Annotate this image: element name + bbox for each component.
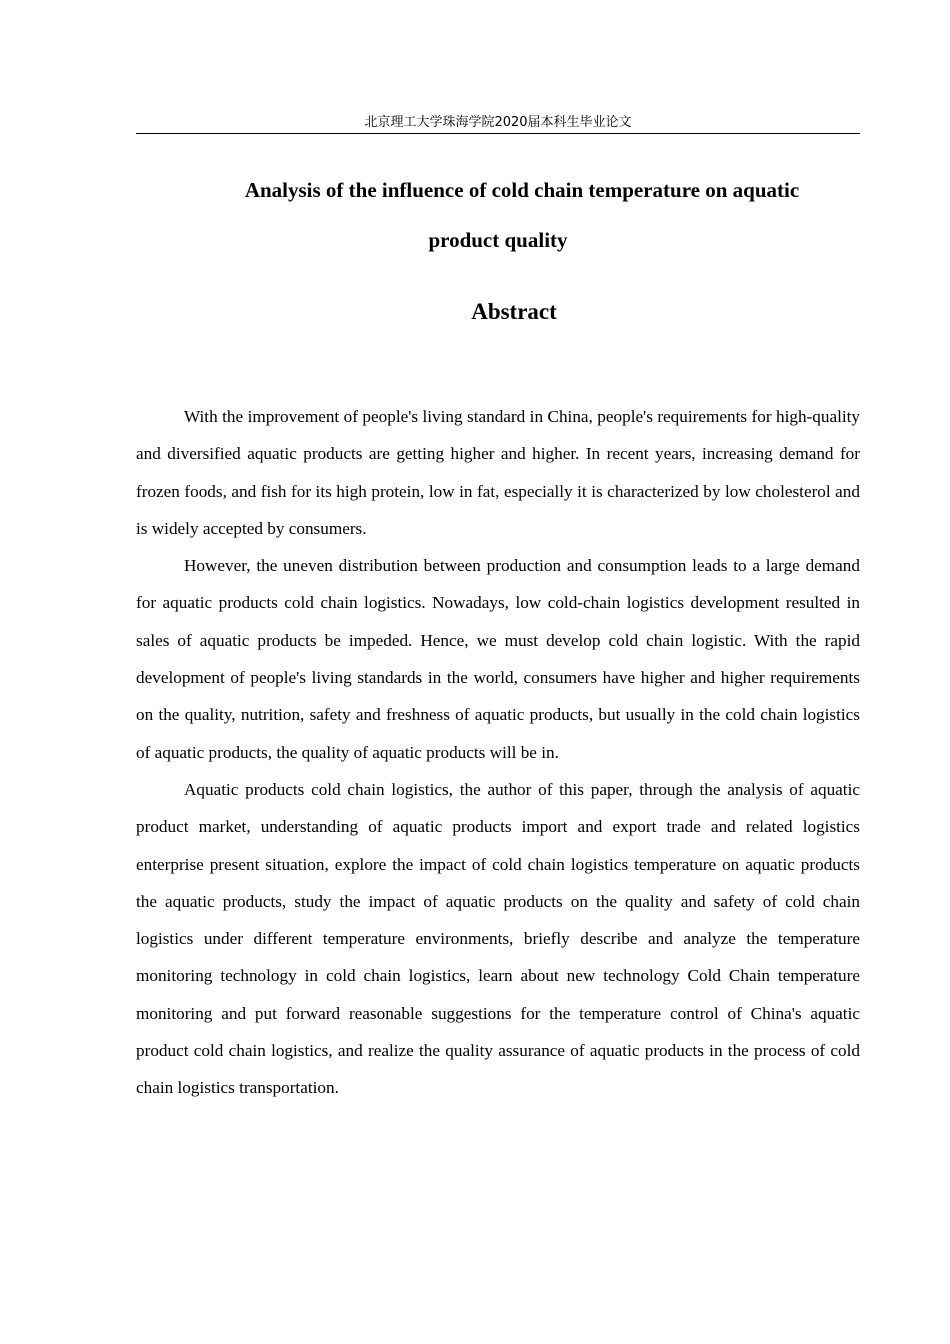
paper-title-line-1: Analysis of the influence of cold chain temperature on aquatic <box>244 178 800 202</box>
running-header: 北京理工大学珠海学院2020届本科生毕业论文 <box>364 115 632 130</box>
abstract-heading: Abstract <box>471 299 557 324</box>
header-rule <box>136 133 860 134</box>
abstract-paragraph-1: With the improvement of people's living standard in China, people's requirements for high-quality and diversified aquatic products are getting higher and higher. In recent years, increasing demand for frozen foods, and fish for its high protein, low in fat, especially it is characterized by low cholesterol and is widely accepted by consumers. <box>136 407 860 538</box>
paper-title-line-2: product quality <box>428 228 568 252</box>
abstract-body <box>136 398 860 1107</box>
paper-title <box>136 165 860 265</box>
abstract-paragraph-3: Aquatic products cold chain logistics, the author of this paper, through the analysis of aquatic product market, understanding of aquatic products import and export trade and related logistics enterprise present situation, explore the impact of cold chain logistics temperature on aquatic products the aquatic products, study the impact of aquatic products on the quality and safety of cold chain logistics under different temperature environments, briefly describe and analyze the temperature monitoring technology in cold chain logistics, learn about new technology Cold Chain temperature monitoring and put forward reasonable suggestions for the temperature control of China's aquatic product cold chain logistics, and realize the quality assurance of aquatic products in the process of cold chain logistics transportation. <box>136 779 860 1098</box>
abstract-paragraph-2: However, the uneven distribution between production and consumption leads to a large demand for aquatic products cold chain logistics. Nowadays, low cold-chain logistics development resulted in sales of aquatic products be impeded. Hence, we must develop cold chain logistic. With the rapid development of people's living standards in the world, consumers have higher and higher requirements on the quality, nutrition, safety and freshness of aquatic products, but usually in the cold chain logistics of aquatic products, the quality of aquatic products will be in. <box>136 556 860 762</box>
